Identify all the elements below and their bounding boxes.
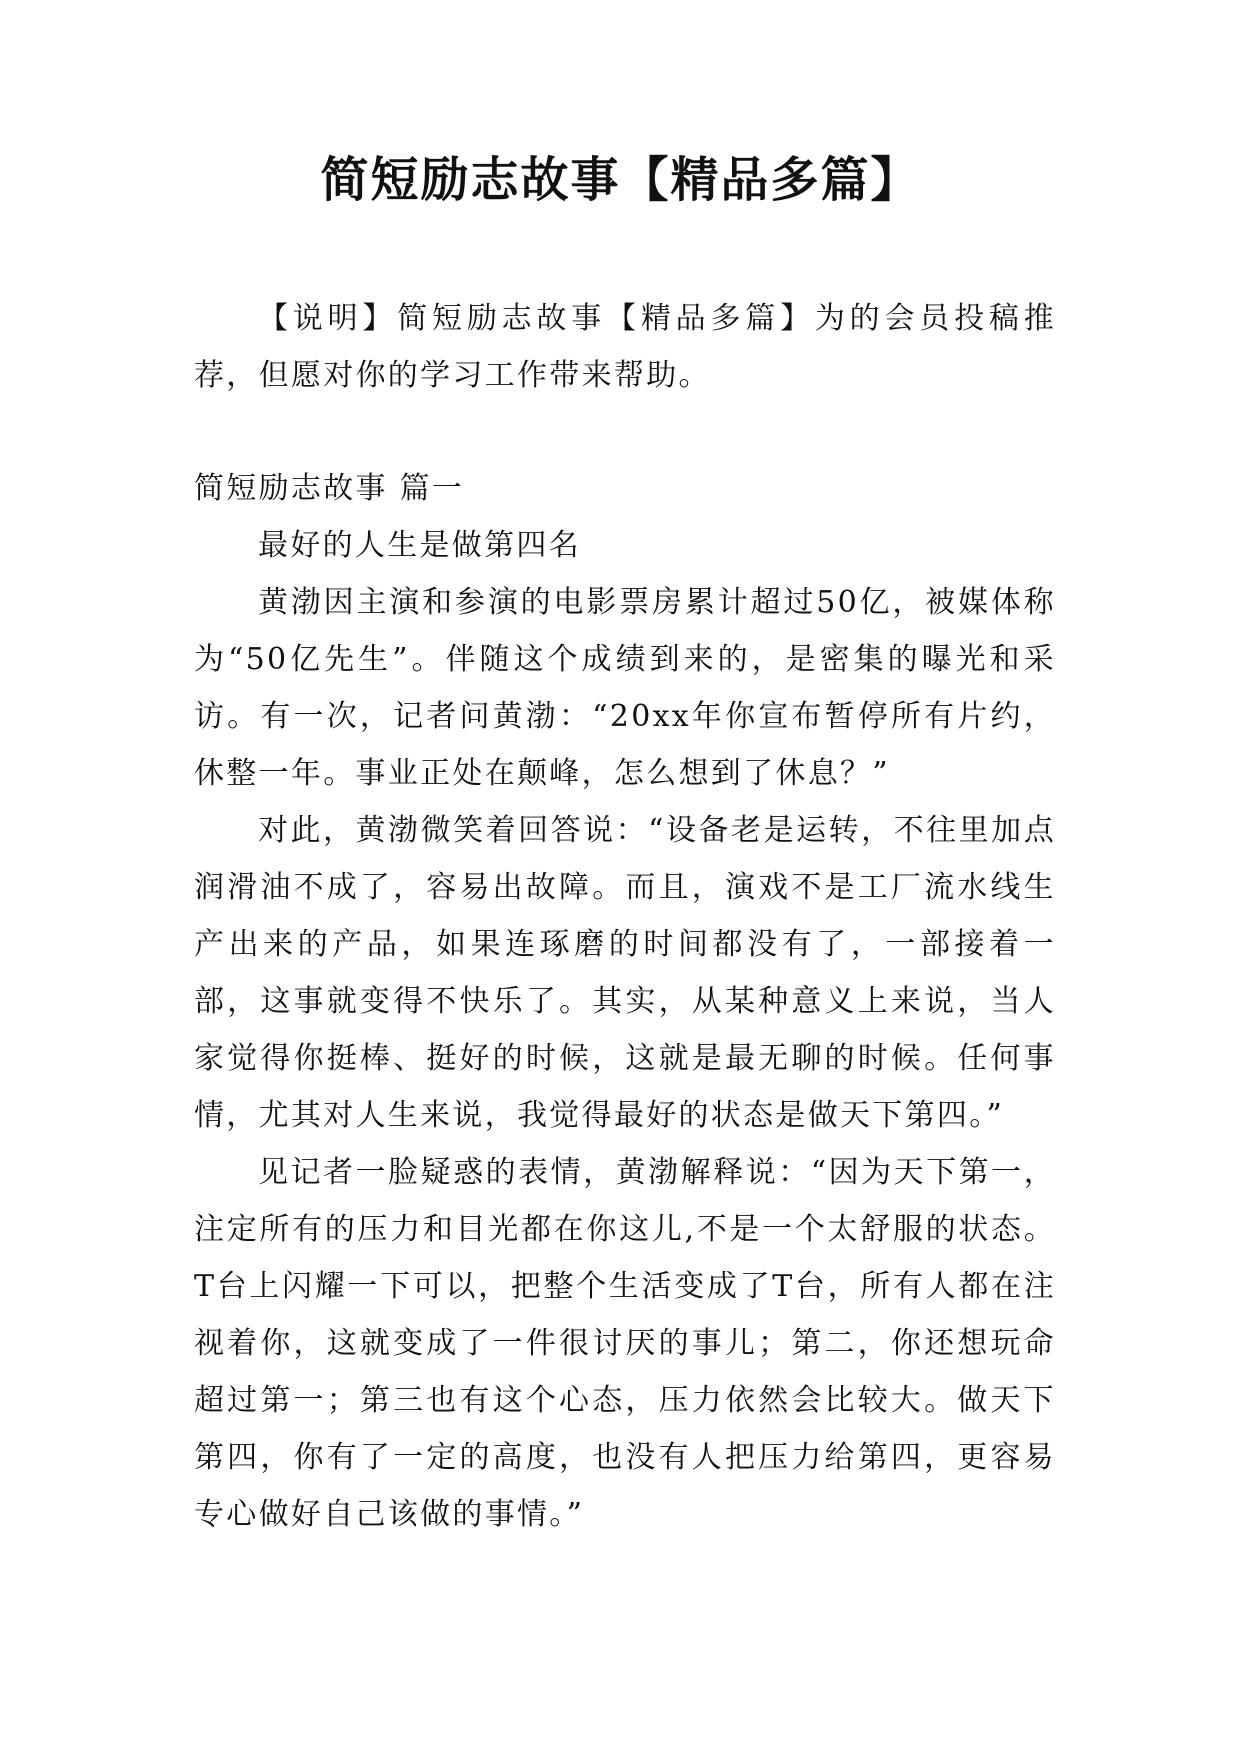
story-title: 最好的人生是做第四名: [258, 528, 581, 563]
story-paragraph: 对此，黄渤微笑着回答说：“设备老是运转，不往里加点润滑油不成了，容易出故障。而且，演戏不是工厂流水线生产出来的产品，如果连琢磨的时间都没有了，一部接着一部，这事就变得不快乐了。其实，从某种意义上来说，当人家觉得你挺棒、挺好的时候，这就是最无聊的时候。任何事情，尤其对人生来说，我觉得最好的状态是做天下第四。”: [194, 813, 1056, 1133]
document-title: 简短励志故事【精品多篇】: [320, 152, 921, 208]
section-heading: 简短励志故事 篇一: [194, 471, 465, 506]
story-paragraph: 黄渤因主演和参演的电影票房累计超过50亿，被媒体称为“50亿先生”。伴随这个成绩到来的，是密集的曝光和采访。有一次，记者问黄渤：“20xx年你宣布暂停所有片约，休整一年。事业正处在颠峰，怎么想到了休息？”: [194, 585, 1056, 791]
story-paragraph: 见记者一脸疑惑的表情，黄渤解释说：“因为天下第一，注定所有的压力和目光都在你这儿,不是一个太舒服的状态。T台上闪耀一下可以，把整个生活变成了T台，所有人都在注视着你，这就变成了一件很讨厌的事儿；第二，你还想玩命超过第一；第三也有这个心态，压力依然会比较大。做天下第四，你有了一定的高度，也没有人把压力给第四，更容易专心做好自己该做的事情。”: [194, 1155, 1056, 1532]
story-body: [194, 517, 1056, 1543]
intro-paragraph: 【说明】简短励志故事【精品多篇】为的会员投稿推荐，但愿对你的学习工作带来帮助。: [194, 301, 1056, 393]
